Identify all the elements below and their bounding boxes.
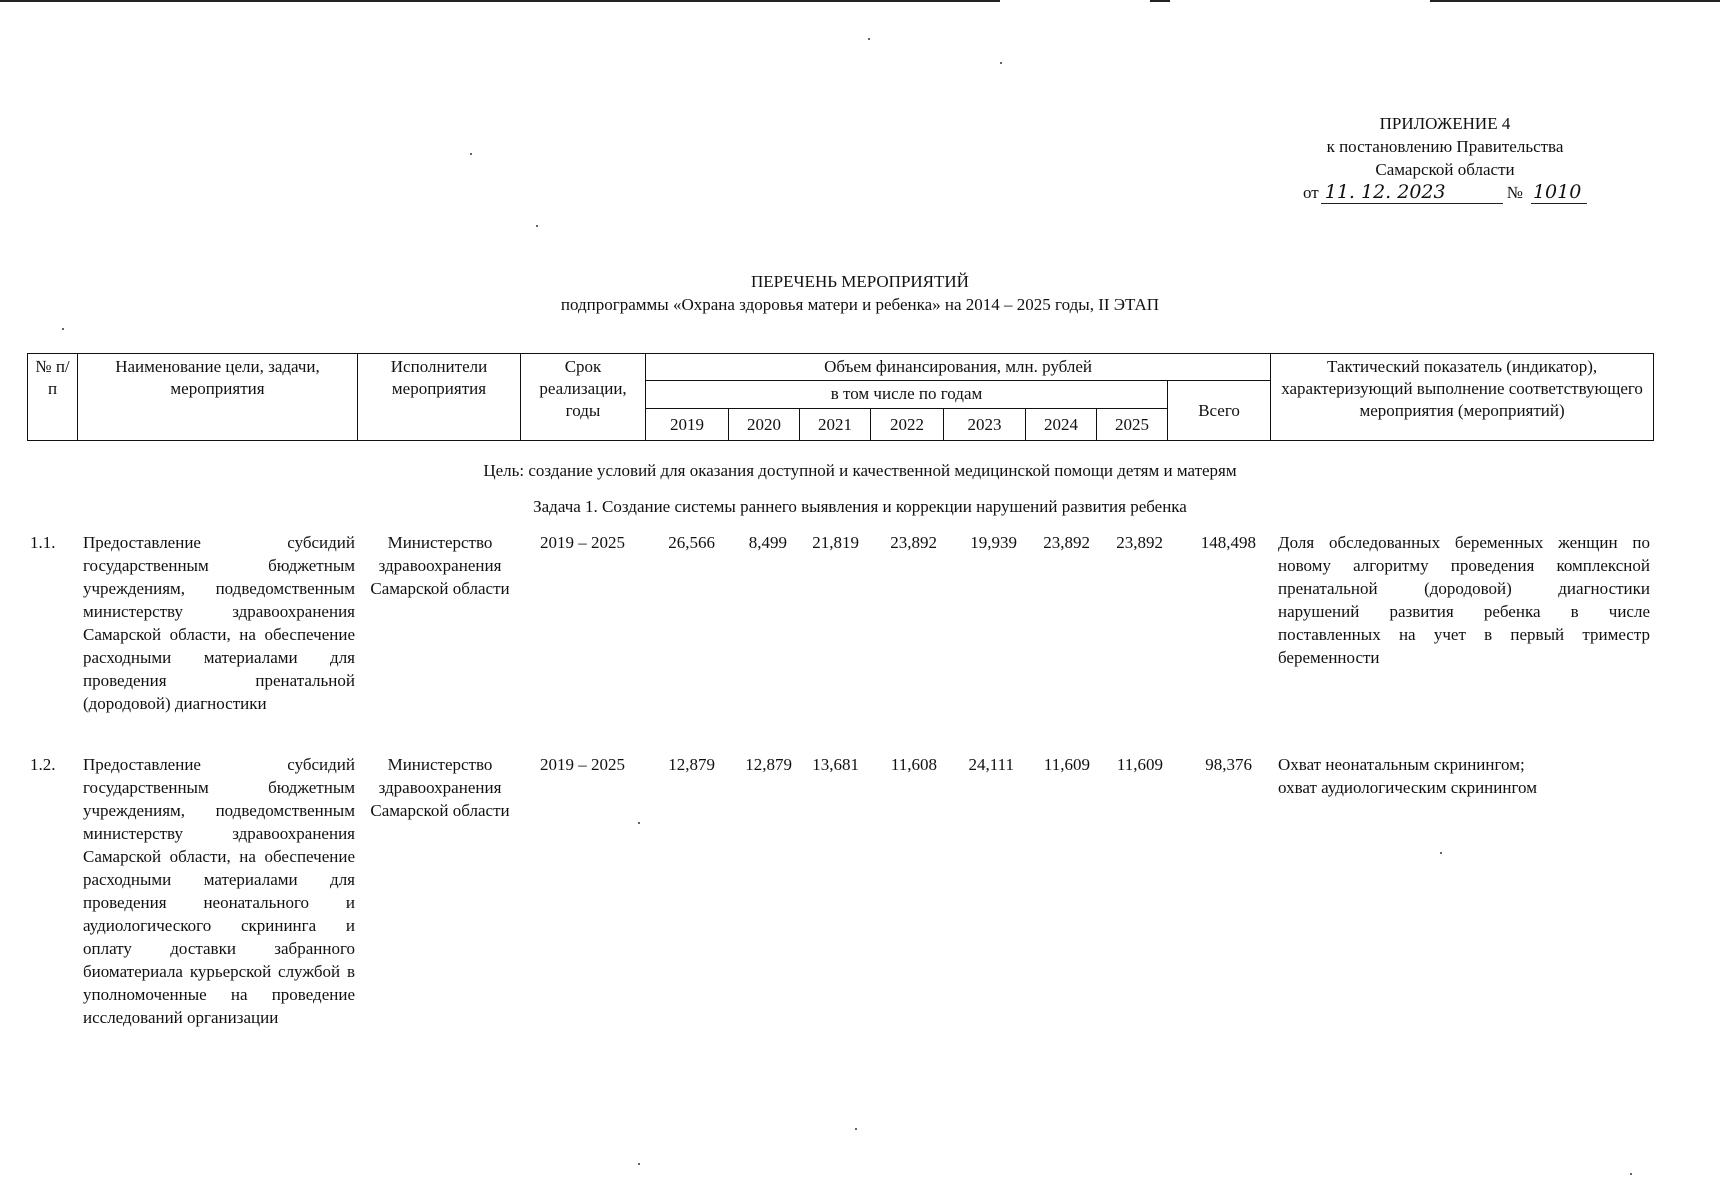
scan-edge-line bbox=[0, 0, 1000, 2]
appendix-sign-line bbox=[1260, 181, 1630, 204]
row-value-2019: 26,566 bbox=[668, 533, 715, 552]
row-indicator-line: охват аудиологическим скринингом bbox=[1278, 778, 1537, 797]
row-value-2019: 12,879 bbox=[668, 755, 715, 774]
header-total: Всего bbox=[1168, 381, 1271, 441]
row-value-2021: 13,681 bbox=[812, 755, 859, 774]
row-total: 98,376 bbox=[1205, 755, 1252, 774]
number-label: № bbox=[1506, 183, 1523, 202]
scan-edge-line bbox=[1430, 0, 1720, 2]
row-num: 1.1. bbox=[30, 533, 56, 552]
appendix-title: ПРИЛОЖЕНИЕ 4 bbox=[1379, 114, 1511, 133]
header-year: 2020 bbox=[729, 409, 800, 441]
scan-speck bbox=[868, 38, 870, 40]
row-value-2024: 11,609 bbox=[1043, 755, 1090, 774]
header-executor: Исполнители мероприятия bbox=[358, 354, 521, 441]
header-year: 2024 bbox=[1026, 409, 1097, 441]
row-indicator-line: Охват неонатальным скринингом; bbox=[1278, 755, 1525, 774]
scan-speck bbox=[1440, 852, 1442, 854]
row-name: Предоставление субсидий государственным бюджетным учреждениям, подведомственным министерству здравоохранения Самарской области, на обеспечение расходными материалами для проведения пренатальной (дородовой) диагностики bbox=[83, 533, 355, 713]
document-title bbox=[0, 270, 1720, 316]
header-num: № п/п bbox=[28, 354, 78, 441]
row-name: Предоставление субсидий государственным бюджетным учреждениям, подведомственным министерству здравоохранения Самарской области, на обеспечение расходными материалами для проведения неонатального и аудиологического скрининга и оплату доставки забранного биоматериала курьерской службой в уполномоченные на проведение исследований организации bbox=[83, 755, 355, 1027]
appendix-line-1: к постановлению Правительства bbox=[1326, 137, 1564, 156]
appendix-block bbox=[1260, 112, 1630, 204]
table-header bbox=[27, 353, 1654, 441]
row-value-2020: 12,879 bbox=[745, 755, 792, 774]
header-year: 2025 bbox=[1097, 409, 1168, 441]
row-executor: Министерство здравоохранения Самарской области bbox=[370, 755, 510, 820]
header-term: Срок реализации, годы bbox=[521, 354, 646, 441]
row-value-2024: 23,892 bbox=[1043, 533, 1090, 552]
handwritten-date: 11. 12. 2023 bbox=[1324, 181, 1446, 203]
document-title-main: ПЕРЕЧЕНЬ МЕРОПРИЯТИЙ bbox=[751, 272, 969, 291]
header-year: 2019 bbox=[646, 409, 729, 441]
scan-speck bbox=[1630, 1173, 1632, 1175]
header-by-year: в том числе по годам bbox=[646, 381, 1168, 409]
date-label: от bbox=[1303, 183, 1319, 202]
row-value-2025: 23,892 bbox=[1116, 533, 1163, 552]
goal-text: Цель: создание условий для оказания доступной и качественной медицинской помощи детям и матерям bbox=[483, 461, 1237, 480]
header-year: 2021 bbox=[800, 409, 871, 441]
row-total: 148,498 bbox=[1200, 533, 1256, 552]
scan-edge-line bbox=[1150, 0, 1170, 2]
number-field bbox=[1531, 181, 1587, 204]
scan-speck bbox=[638, 822, 640, 824]
document-title-sub: подпрограммы «Охрана здоровья матери и ребенка» на 2014 – 2025 годы, II ЭТАП bbox=[560, 295, 1160, 314]
header-indicator: Тактический показатель (индикатор), характеризующий выполнение соответствующего мероприятия (мероприятий) bbox=[1271, 354, 1654, 441]
row-term: 2019 – 2025 bbox=[540, 533, 625, 552]
row-value-2020: 8,499 bbox=[748, 533, 787, 552]
row-value-2022: 11,608 bbox=[890, 755, 937, 774]
appendix-line-2: Самарской области bbox=[1375, 160, 1515, 179]
task-text: Задача 1. Создание системы раннего выявления и коррекции нарушений развития ребенка bbox=[533, 497, 1187, 516]
header-name: Наименование цели, задачи, мероприятия bbox=[78, 354, 358, 441]
handwritten-number: 1010 bbox=[1532, 181, 1582, 203]
row-num: 1.2. bbox=[30, 755, 56, 774]
row-value-2022: 23,892 bbox=[890, 533, 937, 552]
row-value-2021: 21,819 bbox=[812, 533, 859, 552]
header-funding: Объем финансирования, млн. рублей bbox=[646, 354, 1271, 381]
scan-speck bbox=[536, 225, 538, 227]
header-year: 2023 bbox=[944, 409, 1026, 441]
scan-speck bbox=[638, 1163, 640, 1165]
row-executor: Министерство здравоохранения Самарской области bbox=[370, 533, 510, 598]
row-value-2025: 11,609 bbox=[1116, 755, 1163, 774]
row-value-2023: 19,939 bbox=[970, 533, 1017, 552]
row-value-2023: 24,111 bbox=[968, 755, 1014, 774]
scan-speck bbox=[1000, 62, 1002, 64]
row-term: 2019 – 2025 bbox=[540, 755, 625, 774]
date-field bbox=[1321, 181, 1503, 204]
row-indicator: Доля обследованных беременных женщин по новому алгоритму проведения комплексной пренатальной (дородовой) диагностики нарушений развития ребенка в числе поставленных на учет в первый триместр беременности bbox=[1278, 533, 1650, 667]
scan-speck bbox=[855, 1128, 857, 1130]
row-indicator bbox=[1278, 753, 1650, 799]
scan-speck bbox=[470, 153, 472, 155]
scan-speck bbox=[62, 328, 64, 330]
header-year: 2022 bbox=[871, 409, 944, 441]
